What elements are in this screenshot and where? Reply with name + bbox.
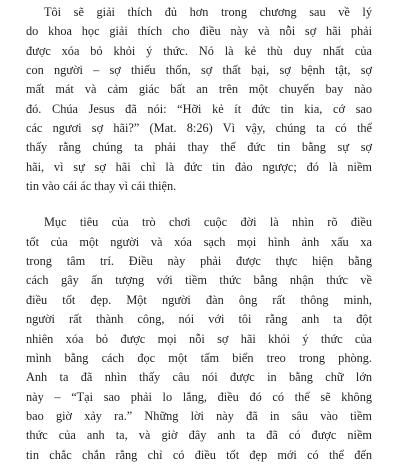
paragraph-2 bbox=[26, 213, 372, 464]
text-line: thấy rằng chúng ta phải thay thế đức tin bằng sự sợ bbox=[26, 140, 372, 155]
text-line: Anh ta đã nhìn thấy câu nói được in bằng chữ lớn bbox=[26, 370, 372, 385]
body-text bbox=[26, 3, 372, 465]
text-line: cách gây ấn tượng với tiềm thức bằng nhận thức về bbox=[26, 273, 372, 288]
text-line: Mục tiêu của trò chơi cuộc đời là nhìn rõ điều bbox=[44, 215, 372, 230]
text-line: đó. Chúa Jesus đã nói: “Hỡi kẻ ít đức tin kia, cớ sao bbox=[26, 101, 372, 116]
text-line: Tôi sẽ giải thích đủ hơn trong chương sau về lý bbox=[44, 5, 372, 19]
text-line: người rất thành công, nói với tôi rằng anh ta đột bbox=[26, 312, 372, 327]
text-line: thức của anh ta, và giờ đây anh ta đã có được niềm bbox=[26, 428, 372, 443]
text-line: trong tâm trí. Điều này phải được thực hiện bằng bbox=[26, 254, 372, 269]
text-line: tin vào cái ác thay vì cái thiện. bbox=[26, 179, 177, 194]
text-line: bao giờ xảy ra.” Những lời này đã in sâu vào tiềm bbox=[26, 408, 372, 423]
text-line: hãi, vì sự sợ hãi chỉ là đức tin đảo ngược; đó là niềm bbox=[26, 159, 372, 174]
text-line: tốt của một người và xóa sạch mọi hình ảnh xấu xa bbox=[26, 234, 372, 249]
text-line: này – “Tại sao phải lo lắng, điều đó có thể sẽ không bbox=[26, 389, 372, 404]
text-line: các ngươi sợ hãi?” (Mat. 8:26) Vì vậy, chúng ta có thể bbox=[26, 121, 372, 136]
paragraph-spacer bbox=[26, 196, 372, 213]
text-line: con người – sợ thiếu thốn, sợ thất bại, sợ bệnh tật, sợ bbox=[26, 63, 372, 78]
text-line: nhiên xóa bỏ được mọi nỗi sợ hãi khỏi ý thức của bbox=[26, 331, 372, 346]
text-line: mình bằng cách đọc một tấm biển treo trong phòng. bbox=[26, 350, 372, 365]
text-line: điều tốt đẹp. Một người đàn ông rất thông minh, bbox=[26, 292, 372, 307]
text-line: do khoa học giải thích cho điều này và nỗi sợ hãi phải bbox=[26, 24, 372, 39]
paragraph-1 bbox=[26, 3, 372, 196]
text-line: mất mát và cảm giác bất an trên một chuyến bay nào bbox=[26, 82, 372, 97]
text-line: tin chắc chắn rằng chỉ có điều tốt đẹp mới có thể đến bbox=[26, 447, 372, 462]
text-line: được xóa bỏ khỏi ý thức. Nó là kẻ thù duy nhất của bbox=[26, 43, 372, 58]
